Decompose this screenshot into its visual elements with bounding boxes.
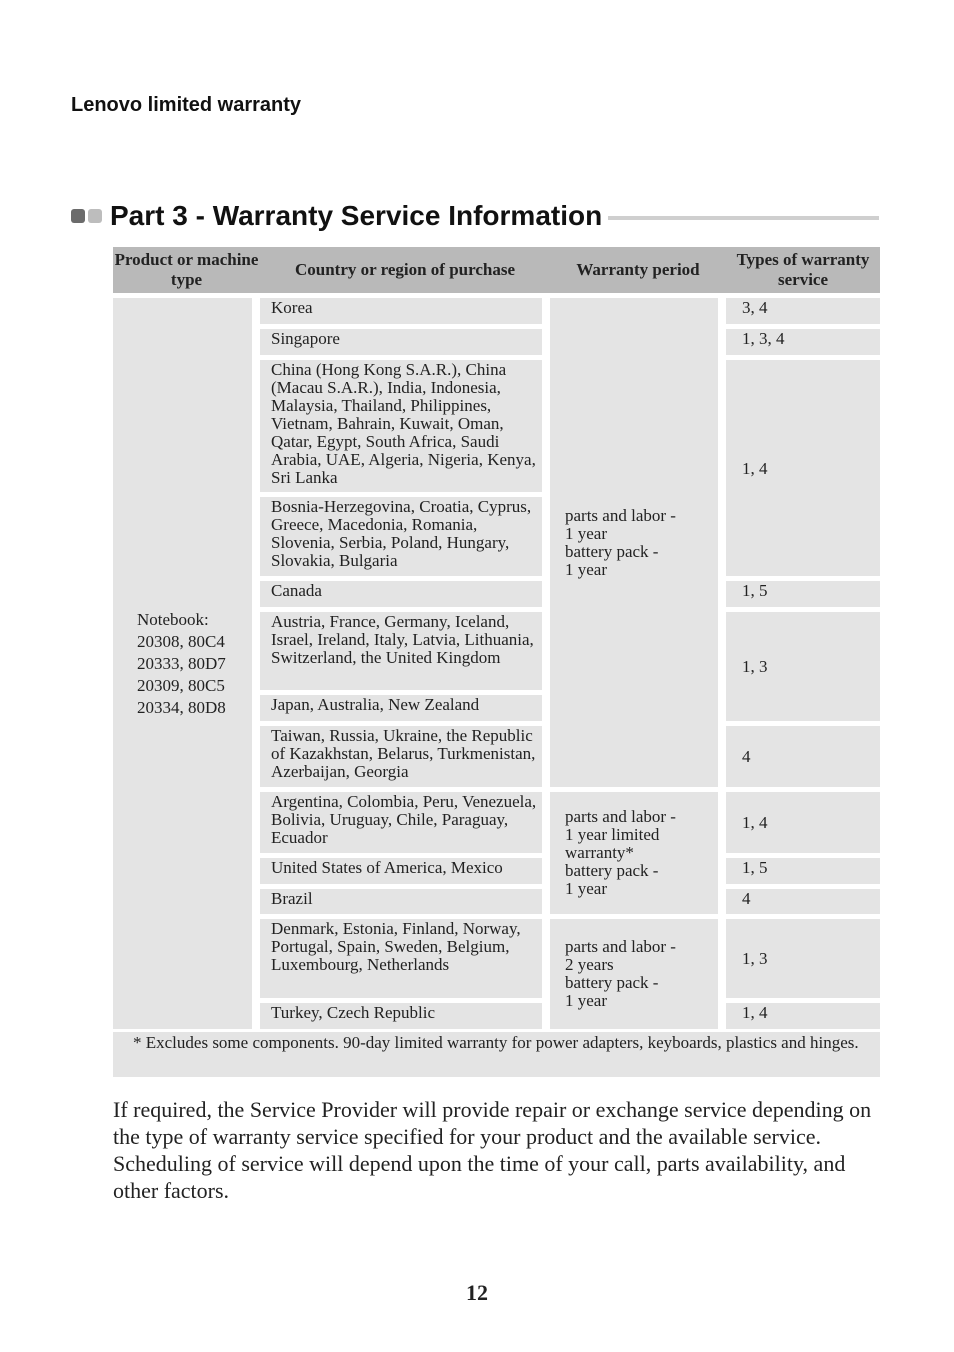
service-type-cell: 1, 3 [726,919,880,998]
country-cell: Argentina, Colombia, Peru, Venezuela, Bolivia, Uruguay, Chile, Paraguay, Ecuador [260,792,542,853]
service-type-cell: 1, 4 [726,1003,880,1029]
country-cell: China (Hong Kong S.A.R.), China (Macau S.A.R.), India, Indonesia, Malaysia, Thailand, Philippines, Vietnam, Bahrain, Kuwait, Oman, Qatar, Egypt, South Africa, Saudi Arabia, UAE, Algeria, Nigeria, Kenya, Sri Lanka [260,360,542,492]
service-type-cell: 1, 3 [726,612,880,721]
table-footnote: * Excludes some components. 90-day limited warranty for power adapters, keyboards, plastics and hinges. [113,1032,880,1077]
running-header: Lenovo limited warranty [71,94,302,116]
warranty-cell: parts and labor - 1 year battery pack - 1 year [550,298,718,787]
header-country: Country or region of purchase [260,247,550,293]
body-paragraph: If required, the Service Provider will provide repair or exchange service depending on the type of warranty service specified for your product and the available service. Scheduling of service will depend upon the time of your call, parts availability, and other factors. [113,1097,872,1203]
country-cell: Singapore [260,329,542,355]
service-type-cell: 1, 5 [726,858,880,884]
service-type-cell: 3, 4 [726,298,880,324]
service-type-cell: 1, 5 [726,581,880,607]
country-cell: Japan, Australia, New Zealand [260,695,542,721]
section-title: Part 3 - Warranty Service Information [110,200,603,231]
country-cell: United States of America, Mexico [260,858,542,884]
country-cell: Taiwan, Russia, Ukraine, the Republic of Kazakhstan, Belarus, Turkmenistan, Azerbaijan, Georgia [260,726,542,787]
country-cell: Denmark, Estonia, Finland, Norway, Portugal, Spain, Sweden, Belgium, Luxembourg, Netherlands [260,919,542,998]
service-type-cell: 1, 3, 4 [726,329,880,355]
country-cell: Korea [260,298,542,324]
country-cell: Canada [260,581,542,607]
country-cell: Turkey, Czech Republic [260,1003,542,1029]
country-cell: Austria, France, Germany, Iceland, Israel, Ireland, Italy, Latvia, Lithuania, Switzerland, the United Kingdom [260,612,542,690]
country-cell: Brazil [260,889,542,914]
service-type-cell: 1, 4 [726,360,880,576]
service-type-cell: 1, 4 [726,792,880,853]
header-product: Product or machine type [113,247,260,293]
header-types: Types of warranty service [726,247,880,293]
service-type-cell: 4 [726,889,880,914]
service-type-cell: 4 [726,726,880,787]
page-number: 12 [466,1280,488,1305]
product-cell: Notebook: 20308, 80C4 20333, 80D7 20309, 80C5 20334, 80D8 [113,298,252,1029]
warranty-cell: parts and labor - 2 years battery pack - 1 year [550,919,718,1029]
header-warranty: Warranty period [550,247,726,293]
warranty-cell: parts and labor - 1 year limited warranty* battery pack - 1 year [550,792,718,914]
country-cell: Bosnia-Herzegovina, Croatia, Cyprus, Greece, Macedonia, Romania, Slovenia, Serbia, Poland, Hungary, Slovakia, Bulgaria [260,497,542,576]
